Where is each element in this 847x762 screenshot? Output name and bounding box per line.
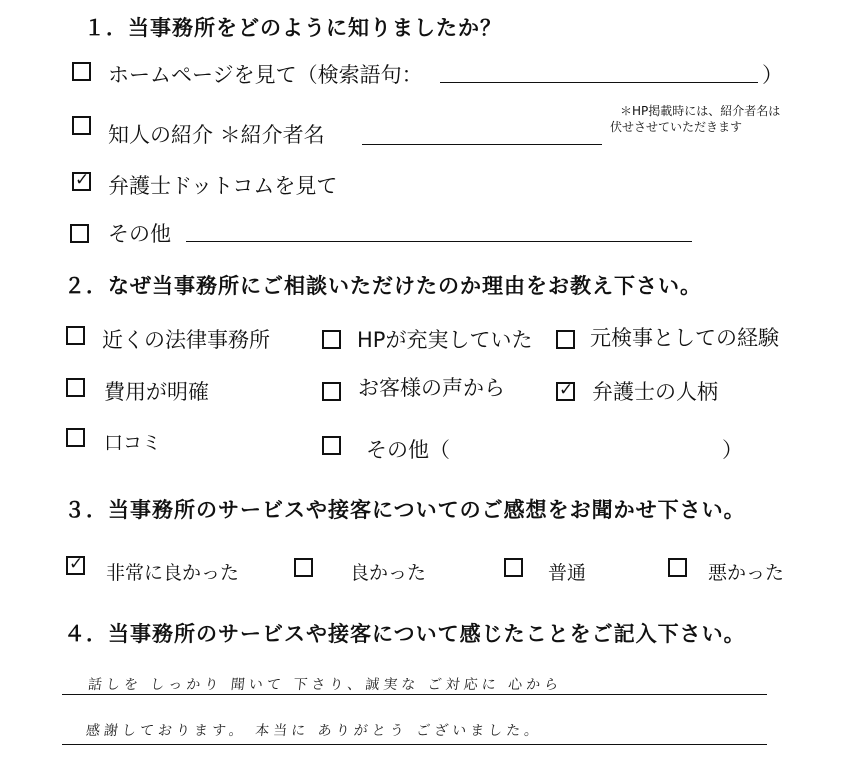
- q2-other-close-paren: ）: [722, 438, 743, 462]
- q2-checkbox-lawyer-personality[interactable]: [556, 382, 575, 401]
- q1-other-line[interactable]: [186, 241, 692, 242]
- q1-checkbox-bengoshi-dotcom[interactable]: [72, 172, 91, 191]
- q1-heading: １．当事務所をどのように知りましたか？: [84, 16, 502, 40]
- q4-answer-line1: 話しを しっかり 聞いて 下さり、誠実な ご対応に 心から: [87, 677, 563, 693]
- q1-label-bengoshi-dotcom: 弁護士ドットコムを見て: [108, 174, 338, 198]
- q2-label-other: その他（: [366, 438, 450, 462]
- q3-checkbox-good[interactable]: [294, 558, 313, 577]
- q3-checkbox-average[interactable]: [504, 558, 523, 577]
- q2-checkbox-nearby-office[interactable]: [66, 326, 85, 345]
- q1-label-other: その他: [108, 222, 171, 246]
- q1-homepage-close-paren: ）: [762, 63, 783, 87]
- q1-label-homepage: ホームページを見て（検索語句：: [108, 63, 423, 87]
- q2-checkbox-former-prosecutor[interactable]: [556, 330, 575, 349]
- q1-label-referral: 知人の紹介 ＊紹介者名: [108, 123, 325, 147]
- q2-checkbox-customer-voices[interactable]: [322, 382, 341, 401]
- q1-referrer-name-line[interactable]: [362, 144, 602, 145]
- q4-heading: ４．当事務所のサービスや接客について感じたことをご記入下さい。: [64, 622, 746, 646]
- q4-writing-line2[interactable]: [62, 744, 767, 745]
- q3-label-good: 良かった: [350, 562, 427, 584]
- q3-label-bad: 悪かった: [708, 562, 785, 584]
- q2-label-clear-fees: 費用が明確: [104, 380, 209, 404]
- check-mark-icon: ✓: [69, 554, 84, 574]
- q2-label-word-of-mouth: 口コミ: [104, 432, 162, 454]
- q4-answer-line2: 感謝しております。 本当に ありがとう ございました。: [85, 723, 543, 739]
- q4-writing-line1[interactable]: [62, 694, 767, 695]
- q2-checkbox-clear-fees[interactable]: [66, 378, 85, 397]
- q2-label-nearby-office: 近くの法律事務所: [102, 328, 270, 352]
- q1-search-term-line[interactable]: [440, 82, 758, 83]
- q2-label-customer-voices: お客様の声から: [358, 376, 505, 400]
- q2-label-hp-content: HPが充実していた: [357, 328, 533, 352]
- q2-checkbox-word-of-mouth[interactable]: [66, 428, 85, 447]
- check-mark-icon: ✓: [559, 380, 574, 400]
- check-mark-icon: ✓: [75, 170, 90, 190]
- q3-checkbox-bad[interactable]: [668, 558, 687, 577]
- q3-heading: ３．当事務所のサービスや接客についてのご感想をお聞かせ下さい。: [64, 498, 746, 522]
- q3-label-average: 普通: [548, 562, 587, 584]
- q1-checkbox-other[interactable]: [70, 224, 89, 243]
- q3-label-very-good: 非常に良かった: [106, 562, 240, 584]
- q2-checkbox-other[interactable]: [322, 436, 341, 455]
- q3-checkbox-very-good[interactable]: [66, 556, 85, 575]
- q1-note-line1: ＊HP掲載時には、紹介者名は: [620, 104, 781, 118]
- q2-label-lawyer-personality: 弁護士の人柄: [592, 380, 718, 404]
- q2-checkbox-hp-content[interactable]: [322, 330, 341, 349]
- q2-heading: ２．なぜ当事務所にご相談いただけたのか理由をお教え下さい。: [64, 274, 702, 298]
- q2-label-former-prosecutor: 元検事としての経験: [590, 326, 779, 350]
- q1-checkbox-homepage[interactable]: [72, 62, 91, 81]
- q1-note-line2: 伏せさせていただきます: [610, 120, 743, 134]
- q1-checkbox-referral[interactable]: [72, 116, 91, 135]
